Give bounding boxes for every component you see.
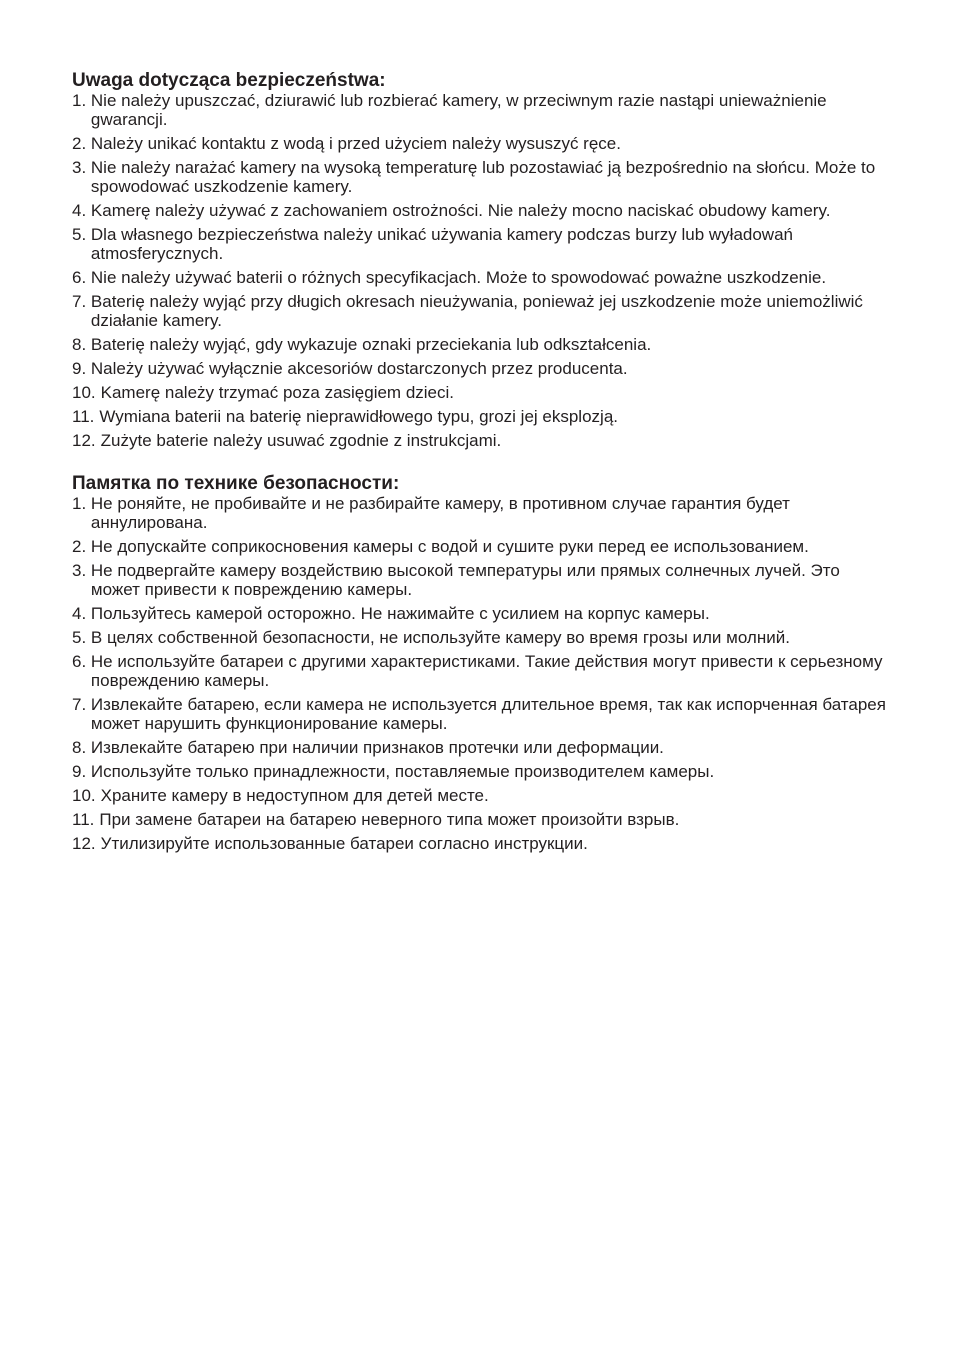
section-title-russian: Памятка по технике безопасности: (72, 473, 400, 494)
item-number: 1. (72, 494, 91, 513)
item-number: 5. (72, 628, 91, 647)
item-number: 8. (72, 738, 91, 757)
list-item (72, 335, 892, 354)
item-text: Kamerę należy trzymać poza zasięgiem dzieci. (100, 383, 455, 402)
item-text: Не используйте батареи с другими характеристиками. Такие действия могут привести к серьезному повреждению камеры. (90, 652, 883, 690)
list-item (72, 407, 892, 426)
item-text: Wymiana baterii na baterię nieprawidłowego typu, grozi jej eksplozją. (99, 407, 618, 426)
list-item (72, 537, 892, 556)
list-item (72, 383, 892, 402)
item-text: При замене батареи на батарею неверного типа может произойти взрыв. (99, 810, 680, 829)
item-number: 12. (72, 431, 96, 450)
item-number: 12. (72, 834, 96, 853)
item-text: Dla własnego bezpieczeństwa należy unikać używania kamery podczas burzy lub wyładowań atmosferycznych. (90, 225, 793, 263)
list-item (72, 225, 892, 263)
item-number: 2. (72, 537, 91, 556)
item-number: 2. (72, 134, 91, 153)
item-number: 10. (72, 383, 96, 402)
list-item (72, 494, 892, 532)
item-text: Извлекайте батарею при наличии признаков протечки или деформации. (90, 738, 664, 757)
list-item (72, 786, 892, 805)
list-item (72, 292, 892, 330)
list-item (72, 695, 892, 733)
list-item (72, 810, 892, 829)
item-number: 9. (72, 762, 91, 781)
item-text: Не допускайте соприкосновения камеры с водой и сушите руки перед ее использованием. (90, 537, 809, 556)
item-text: Należy używać wyłącznie akcesoriów dostarczonych przez producenta. (90, 359, 628, 378)
item-number: 6. (72, 652, 91, 671)
list-item (72, 134, 892, 153)
item-text: Пользуйтесь камерой осторожно. Не нажимайте с усилием на корпус камеры. (90, 604, 710, 623)
item-number: 11. (72, 407, 95, 426)
item-text: Baterię należy wyjąć przy długich okresach nieużywania, ponieważ jej uszkodzenie może uniemożliwić działanie kamery. (90, 292, 863, 330)
item-text: Nie należy narażać kamery na wysoką temperaturę lub pozostawiać ją bezpośrednio na słońcu. Może to spowodować uszkodzenie kamery. (90, 158, 876, 196)
item-number: 11. (72, 810, 95, 829)
item-number: 3. (72, 561, 91, 580)
item-text: В целях собственной безопасности, не используйте камеру во время грозы или молний. (90, 628, 790, 647)
item-text: Утилизируйте использованные батареи согласно инструкции. (100, 834, 588, 853)
item-number: 10. (72, 786, 96, 805)
item-number: 5. (72, 225, 91, 244)
list-item (72, 268, 892, 287)
item-number: 6. (72, 268, 91, 287)
item-number: 4. (72, 201, 91, 220)
list-item (72, 738, 892, 757)
list-item (72, 561, 892, 599)
list-item (72, 628, 892, 647)
list-item (72, 604, 892, 623)
item-text: Zużyte baterie należy usuwać zgodnie z instrukcjami. (100, 431, 502, 450)
item-text: Извлекайте батарею, если камера не используется длительное время, так как испорченная батарея может нарушить функционирование камеры. (90, 695, 886, 733)
list-item (72, 359, 892, 378)
safety-list-polish (72, 91, 892, 450)
item-text: Należy unikać kontaktu z wodą i przed użyciem należy wysuszyć ręce. (90, 134, 621, 153)
item-text: Kamerę należy używać z zachowaniem ostrożności. Nie należy mocno naciskać obudowy kamery. (90, 201, 831, 220)
list-item (72, 91, 892, 129)
list-item (72, 431, 892, 450)
item-text: Храните камеру в недоступном для детей месте. (100, 786, 489, 805)
list-item (72, 652, 892, 690)
document-page (72, 70, 892, 858)
item-number: 9. (72, 359, 91, 378)
safety-list-russian (72, 494, 892, 853)
item-number: 7. (72, 695, 91, 714)
item-text: Baterię należy wyjąć, gdy wykazuje oznaki przeciekania lub odkształcenia. (90, 335, 652, 354)
list-item (72, 762, 892, 781)
item-text: Nie należy upuszczać, dziurawić lub rozbierać kamery, w przeciwnym razie nastąpi unieważnienie gwarancji. (90, 91, 827, 129)
item-text: Используйте только принадлежности, поставляемые производителем камеры. (90, 762, 715, 781)
item-number: 4. (72, 604, 91, 623)
item-number: 3. (72, 158, 91, 177)
list-item (72, 158, 892, 196)
list-item (72, 201, 892, 220)
item-text: Nie należy używać baterii o różnych specyfikacjach. Może to spowodować poważne uszkodzenie. (90, 268, 827, 287)
section-spacer (72, 455, 892, 473)
item-text: Не подвергайте камеру воздействию высокой температуры или прямых солнечных лучей. Это может привести к повреждению камеры. (90, 561, 840, 599)
item-text: Не роняйте, не пробивайте и не разбирайте камеру, в противном случае гарантия будет аннулирована. (90, 494, 790, 532)
item-number: 1. (72, 91, 91, 110)
list-item (72, 834, 892, 853)
item-number: 8. (72, 335, 91, 354)
item-number: 7. (72, 292, 91, 311)
section-title-polish: Uwaga dotycząca bezpieczeństwa: (72, 70, 386, 91)
